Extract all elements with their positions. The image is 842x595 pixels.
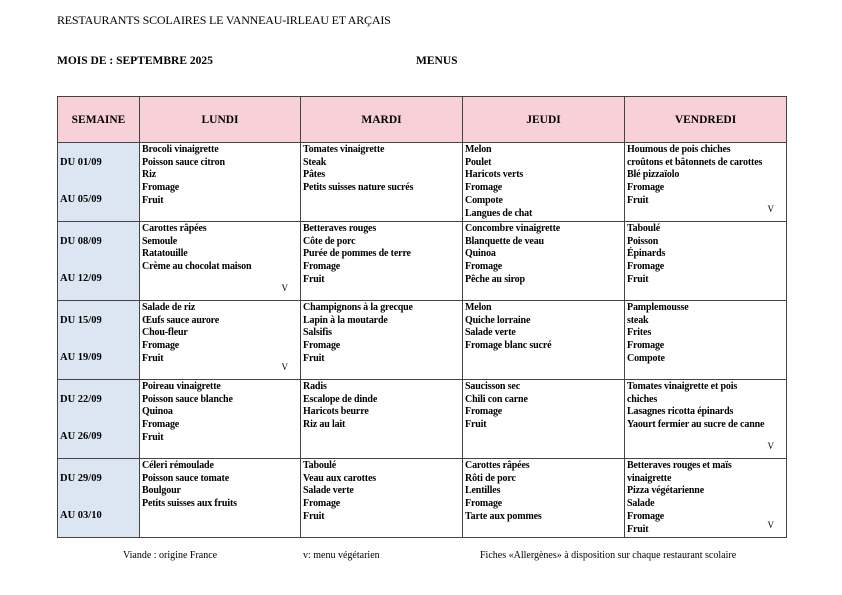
dish-item: Côte de porc	[303, 235, 356, 247]
vegetarian-legend: v: menu végétarien	[303, 550, 380, 561]
dish-item: Poisson sauce tomate	[142, 472, 229, 484]
table-header-row	[58, 97, 787, 143]
dish-item: Fromage	[627, 340, 665, 352]
day-cell-monday	[140, 143, 301, 222]
dish-item: Salade verte	[465, 327, 516, 339]
dish-item: Fruit	[627, 523, 649, 535]
dish-item: Pâtes	[303, 169, 326, 181]
dish-item: Taboulé	[303, 460, 337, 471]
dish-item: Haricots verts	[465, 169, 524, 181]
dish-item: Taboulé	[627, 223, 661, 234]
week-cell	[58, 222, 140, 301]
dish-item: Fromage	[303, 261, 341, 273]
dish-item: Radis	[303, 381, 327, 392]
week-cell	[58, 143, 140, 222]
dish-item: Lentilles	[465, 485, 501, 497]
dish-item: Fruit	[142, 352, 164, 364]
table-row	[58, 301, 787, 380]
dish-item: Carottes râpées	[142, 223, 207, 234]
dish-item: Fromage	[627, 261, 665, 273]
dish-item: Melon	[465, 144, 492, 155]
dish-item: Purée de pommes de terre	[303, 248, 411, 260]
day-cell-tuesday	[301, 459, 463, 538]
dish-item: Salade verte	[303, 485, 354, 497]
dish-item: Houmous de pois chiches	[627, 144, 731, 155]
dish-item: Tarte aux pommes	[465, 510, 542, 522]
dish-item: Poireau vinaigrette	[142, 381, 221, 392]
dish-item: Fromage	[465, 261, 503, 273]
dish-item: Fromage blanc sucré	[465, 340, 552, 352]
dish-item: Fromage	[142, 340, 180, 352]
dish-item: Fruit	[303, 273, 325, 285]
allergen-note: Fiches «Allergènes» à disposition sur chaque restaurant scolaire	[480, 550, 737, 561]
dish-item: Fruit	[465, 419, 487, 431]
dish-item: Fromage	[465, 406, 503, 418]
dish-item: Salade	[627, 498, 655, 510]
dish-item: Pêche au sirop	[465, 273, 525, 285]
dish-item: Quinoa	[465, 248, 496, 260]
day-cell-friday	[625, 222, 787, 301]
dish-item: Chili con carne	[465, 393, 528, 405]
day-cell-friday	[625, 301, 787, 380]
vegetarian-marker: V	[281, 362, 288, 372]
dish-item: Fromage	[627, 510, 665, 522]
dish-item: Poisson sauce citron	[142, 156, 225, 168]
dish-item: Fruit	[303, 510, 325, 522]
week-cell	[58, 380, 140, 459]
dish-item: Betteraves rouges et maïs	[627, 460, 732, 471]
week-end-date: AU 19/09	[60, 352, 102, 363]
dish-item: Poulet	[465, 156, 492, 168]
day-cell-tuesday	[301, 380, 463, 459]
week-end-date: AU 26/09	[60, 431, 102, 442]
day-cell-monday	[140, 222, 301, 301]
dish-item: Fromage	[303, 498, 341, 510]
menu-table-body	[58, 143, 787, 538]
dish-item: Fruit	[627, 194, 649, 206]
dish-item: Chou-fleur	[142, 327, 188, 339]
table-row	[58, 380, 787, 459]
dish-item: Langues de chat	[465, 207, 533, 219]
dish-item: Salsifis	[303, 327, 332, 339]
dish-item: Lapin à la moutarde	[303, 314, 388, 326]
dish-item: steak	[627, 314, 649, 326]
dish-item: Frites	[627, 327, 652, 339]
week-cell	[58, 301, 140, 380]
week-start-date: DU 01/09	[60, 157, 102, 168]
dish-item: Quiche lorraine	[465, 314, 531, 326]
dish-item: Poisson sauce blanche	[142, 393, 233, 405]
vegetarian-marker: V	[767, 520, 774, 530]
dish-item: Compote	[627, 352, 665, 364]
dish-item: Fromage	[142, 182, 180, 194]
dish-item: Steak	[303, 156, 327, 168]
day-cell-thursday	[463, 301, 625, 380]
table-row	[58, 143, 787, 222]
week-end-date: AU 03/10	[60, 510, 102, 521]
vegetarian-marker: V	[281, 283, 288, 293]
dish-item: Semoule	[142, 235, 178, 247]
dish-item: Quinoa	[142, 406, 173, 418]
dish-item: Escalope de dinde	[303, 393, 378, 405]
month-label: MOIS DE : SEPTEMBRE 2025	[57, 55, 213, 67]
dish-item: Salade de riz	[142, 302, 196, 313]
dish-item: Poisson	[627, 235, 659, 247]
day-cell-monday	[140, 301, 301, 380]
day-cell-thursday	[463, 459, 625, 538]
week-start-date: DU 15/09	[60, 315, 102, 326]
dish-item: Pamplemousse	[627, 302, 689, 313]
dish-item: Blé pizzaïolo	[627, 169, 680, 181]
table-row	[58, 459, 787, 538]
dish-item: Carottes râpées	[465, 460, 530, 471]
dish-item: Concombre vinaigrette	[465, 223, 561, 234]
menus-label: MENUS	[416, 55, 458, 67]
dish-item: Fruit	[627, 273, 649, 285]
dish-item: Brocoli vinaigrette	[142, 144, 219, 155]
day-cell-thursday	[463, 380, 625, 459]
dish-item: Fromage	[627, 182, 665, 194]
dish-item: Tomates vinaigrette et pois	[627, 381, 738, 392]
dish-item: Betteraves rouges	[303, 223, 377, 234]
dish-item: Fruit	[142, 194, 164, 206]
day-cell-thursday	[463, 143, 625, 222]
dish-item: Fruit	[303, 352, 325, 364]
column-header-tuesday: MARDI	[301, 97, 463, 143]
dish-item: Petits suisses aux fruits	[142, 498, 237, 510]
day-cell-tuesday	[301, 143, 463, 222]
dish-item: Champignons à la grecque	[303, 302, 413, 313]
dish-item: Lasagnes ricotta épinards	[627, 406, 734, 418]
dish-item: Céleri rémoulade	[142, 460, 214, 471]
vegetarian-marker: V	[767, 204, 774, 214]
dish-item: Fromage	[465, 182, 503, 194]
column-header-week: SEMAINE	[58, 97, 140, 143]
table-row	[58, 222, 787, 301]
week-end-date: AU 12/09	[60, 273, 102, 284]
day-cell-friday	[625, 459, 787, 538]
dish-item: Haricots beurre	[303, 406, 369, 418]
week-start-date: DU 22/09	[60, 394, 102, 405]
day-cell-friday	[625, 380, 787, 459]
day-cell-monday	[140, 380, 301, 459]
day-cell-thursday	[463, 222, 625, 301]
dish-item: Fromage	[142, 419, 180, 431]
dish-item: Saucisson sec	[465, 381, 521, 392]
dish-item: Ratatouille	[142, 248, 188, 260]
dish-item: Œufs sauce aurore	[142, 314, 220, 326]
dish-item: chiches	[627, 393, 658, 405]
week-end-date: AU 05/09	[60, 194, 102, 205]
dish-item: Fromage	[303, 340, 341, 352]
day-cell-friday	[625, 143, 787, 222]
day-cell-monday	[140, 459, 301, 538]
meat-origin-note: Viande : origine France	[123, 550, 218, 561]
dish-item: Fruit	[142, 431, 164, 443]
menu-table	[57, 96, 787, 538]
week-cell	[58, 459, 140, 538]
dish-item: vinaigrette	[627, 472, 672, 484]
dish-item: Riz	[142, 169, 156, 181]
day-cell-tuesday	[301, 301, 463, 380]
vegetarian-marker: V	[767, 441, 774, 451]
dish-item: Yaourt fermier au sucre de canne	[627, 419, 765, 431]
dish-item: Compote	[465, 194, 503, 206]
dish-item: Melon	[465, 302, 492, 313]
dish-item: Rôti de porc	[465, 472, 516, 484]
week-start-date: DU 29/09	[60, 473, 102, 484]
dish-item: Tomates vinaigrette	[303, 144, 385, 155]
document-title: RESTAURANTS SCOLAIRES LE VANNEAU-IRLEAU ET ARÇAIS	[57, 13, 391, 27]
dish-item: Boulgour	[142, 485, 181, 497]
dish-item: Pizza végétarienne	[627, 485, 704, 497]
dish-item: Fromage	[465, 498, 503, 510]
column-header-friday: VENDREDI	[625, 97, 787, 143]
dish-item: Riz au lait	[303, 419, 346, 431]
day-cell-tuesday	[301, 222, 463, 301]
dish-item: Veau aux carottes	[303, 472, 377, 484]
dish-item: Épinards	[627, 248, 666, 260]
dish-item: Blanquette de veau	[465, 235, 544, 247]
week-start-date: DU 08/09	[60, 236, 102, 247]
column-header-thursday: JEUDI	[463, 97, 625, 143]
dish-item: Petits suisses nature sucrés	[303, 182, 414, 194]
column-header-monday: LUNDI	[140, 97, 301, 143]
dish-item: croûtons et bâtonnets de carottes	[627, 156, 763, 168]
dish-item: Crème au chocolat maison	[142, 261, 252, 273]
